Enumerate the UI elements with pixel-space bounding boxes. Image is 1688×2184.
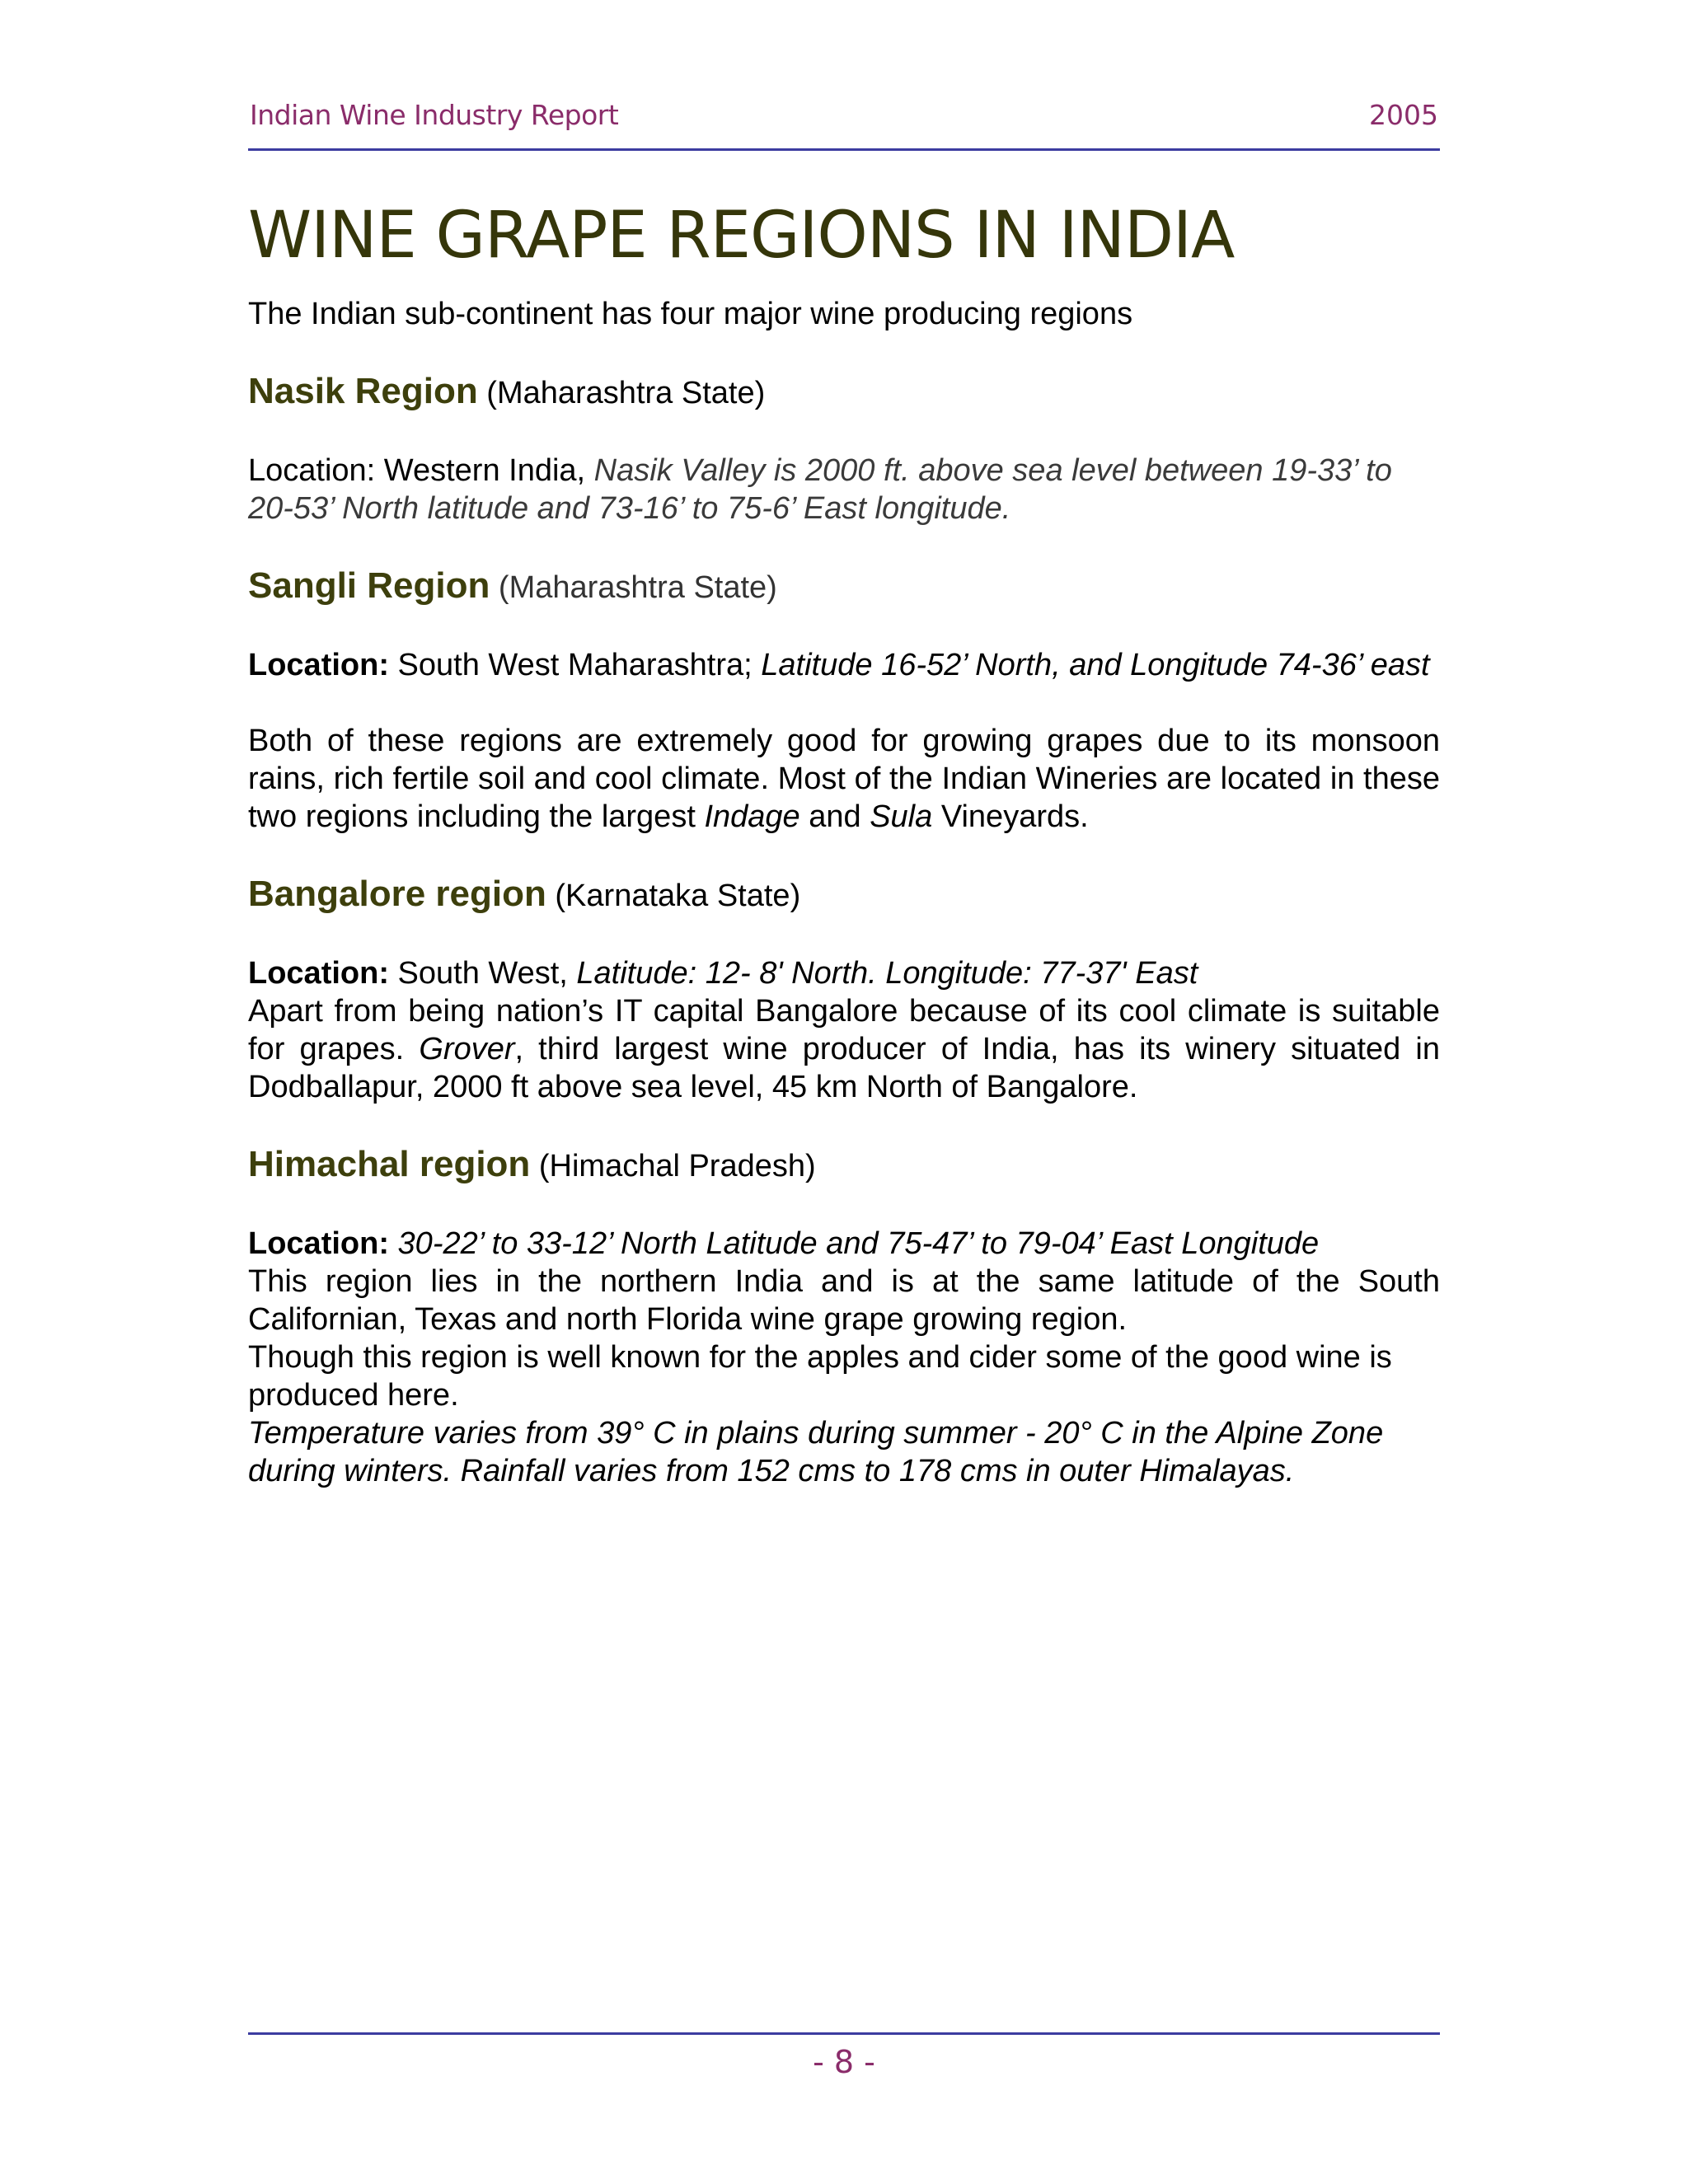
location-italic: Latitude: 12- 8' North. Longitude: 77-37' East	[576, 956, 1198, 991]
region-name: Sangli Region	[248, 565, 490, 606]
page-content	[248, 194, 1440, 1490]
note-text: Both of these regions are extremely good for growing grapes due to its monsoon rains, rich fertile soil and cool climate. Most of the Indian Wineries are located in these two regions including the largest	[248, 724, 1440, 834]
page-title: WINE GRAPE REGIONS IN INDIA	[248, 199, 1235, 273]
location-italic: Nasik Valley is 2000 ft. above sea level between 19-33’ to 20-53’ North latitude and 73-16’ to 75-6’ East longitude.	[248, 453, 1392, 526]
footer-rule	[248, 2032, 1440, 2035]
location-italic: 30-22’ to 33-12’ North Latitude and 75-47’ to 79-04’ East Longitude	[397, 1226, 1320, 1261]
location-italic: Latitude 16-52’ North, and Longitude 74-36’ east	[761, 648, 1430, 682]
bangalore-note	[248, 992, 1440, 1106]
winery-sula: Sula	[870, 799, 933, 834]
report-title: Indian Wine Industry Report	[250, 99, 619, 131]
region-heading-nasik	[248, 371, 1440, 414]
region-state: (Maharashtra State)	[490, 570, 777, 605]
location-label: Location:	[248, 956, 389, 991]
page-number: - 8 -	[813, 2044, 875, 2080]
location-plain-text: South West Maharashtra;	[388, 648, 762, 682]
location-himachal	[248, 1225, 1440, 1263]
note-text: Apart from being nation’s IT capital Bangalore because of its cool climate is suitable for grapes.	[248, 994, 1440, 1066]
location-plain-text	[389, 1226, 398, 1261]
winery-grover: Grover	[419, 1032, 515, 1066]
region-heading-bangalore	[248, 874, 1440, 916]
location-bangalore	[248, 954, 1440, 992]
location-plain-text: South West,	[388, 956, 577, 991]
region-name: Himachal region	[248, 1144, 531, 1184]
maharashtra-note	[248, 722, 1440, 836]
himachal-note-1: This region lies in the northern India and is at the same latitude of the South Californian, Texas and north Florida wine grape growing region.	[248, 1264, 1440, 1337]
region-heading-sangli	[248, 565, 1440, 608]
intro-paragraph: The Indian sub-continent has four major wine producing regions	[248, 297, 1133, 331]
page-header	[248, 91, 1440, 151]
region-state: (Maharashtra State)	[477, 376, 766, 410]
note-text: Vineyards.	[932, 799, 1089, 834]
location-nasik	[248, 452, 1440, 527]
location-label: Location:	[248, 648, 389, 682]
location-sangli	[248, 646, 1440, 684]
location-label: Location:	[248, 1226, 389, 1261]
region-name: Nasik Region	[248, 371, 478, 411]
region-name: Bangalore region	[248, 874, 546, 914]
location-label: Location:	[248, 453, 376, 488]
himachal-note-2: Though this region is well known for the apples and cider some of the good wine is produced here.	[248, 1340, 1392, 1413]
region-state: (Himachal Pradesh)	[530, 1149, 816, 1183]
report-year: 2005	[1369, 99, 1438, 131]
winery-indage: Indage	[704, 799, 800, 834]
himachal-climate-note: Temperature varies from 39° C in plains during summer - 20° C in the Alpine Zone during winters. Rainfall varies from 152 cms to 178 cms in outer Himalayas.	[248, 1416, 1384, 1488]
region-state: (Karnataka State)	[546, 879, 801, 913]
region-heading-himachal	[248, 1144, 1440, 1187]
note-text: and	[799, 799, 870, 834]
location-plain-text: Western India,	[375, 453, 594, 488]
note-text: , third largest wine producer of India, has its winery situated in Dodballapur, 2000 ft above sea level, 45 km North of Bangalore.	[248, 1032, 1440, 1104]
